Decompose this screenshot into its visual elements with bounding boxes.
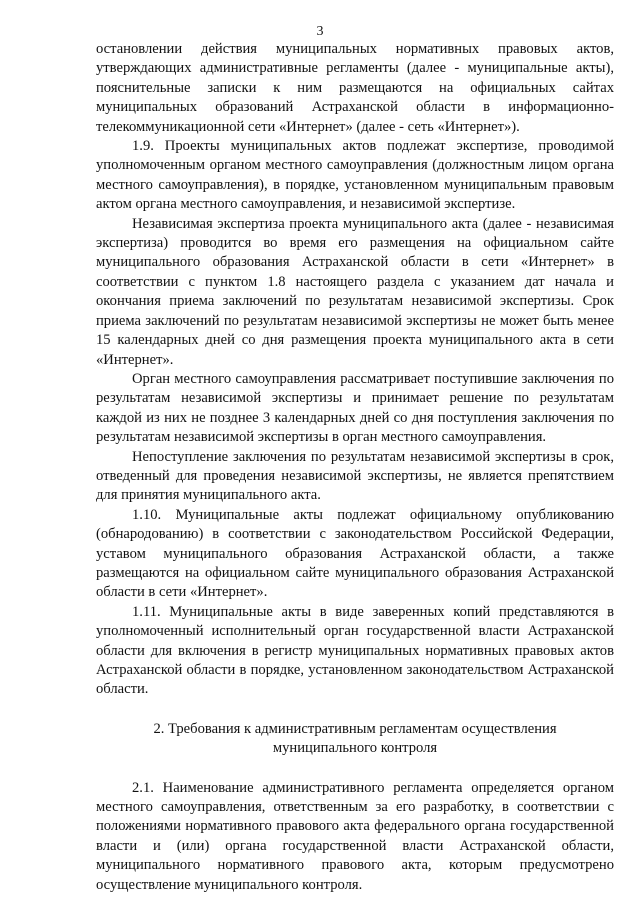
section-heading-line-2: муниципального контроля — [272, 740, 438, 757]
paragraph-no-conclusion: Непоступление заключения по результатам независимой экспертизы в срок, отведенный для проведения независимой экспертизы, не является препятствием для принятия муниципального акта. — [96, 448, 614, 504]
paragraph-review-conclusions: Орган местного самоуправления рассматривает поступившие заключения по результатам независимой экспертизы и принимает решение по результатам каждой из них не позднее 3 календарных дней со дня поступления заключения по результатам независимой экспертизы в орган местного самоуправления. — [96, 370, 614, 446]
paragraph-continuation: остановлении действия муниципальных нормативных правовых актов, утверждающих административные регламенты (далее - муниципальные акты), пояснительные записки к ним размещаются на официальных сайтах муниципальных образований Астраханской области в информационно-телекоммуникационной сети «Интернет» (далее - сеть «Интернет»). — [96, 41, 614, 135]
page-number: 3 — [316, 24, 324, 39]
paragraph-1-9: 1.9. Проекты муниципальных актов подлежат экспертизе, проводимой уполномоченным органом местного самоуправления (должностным лицом органа местного самоуправления), в порядке, установленном муниципальным правовым актом органа местного самоуправления, и независимой экспертизе. — [96, 138, 614, 213]
paragraph-independent-expertise: Независимая экспертиза проекта муниципального акта (далее - независимая экспертиза) проводится во время его размещения на официальном сайте муниципального образования Астраханской области в сети «Интернет» в соответствии с пунктом 1.8 настоящего раздела с указанием дат начала и окончания приема заключений по результатам независимой экспертизы. Срок приема заключений по результатам независимой экспертизы не может быть менее 15 календарных дней со дня размещения проекта муниципального акта в сети «Интернет». — [96, 215, 614, 368]
paragraph-1-10: 1.10. Муниципальные акты подлежат официальному опубликованию (обнародованию) в соответствии с законодательством Российской Федерации, уставом муниципального образования Астраханской области, а также размещаются на официальном сайте муниципального образования Астраханской области в сети «Интернет». — [96, 506, 614, 601]
paragraph-1-11: 1.11. Муниципальные акты в виде заверенных копий представляются в уполномоченный исполнительный орган государственной власти Астраханской области для включения в регистр муниципальных нормативных правовых актов Астраханской области в порядке, установленном законодательством Астраханской области. — [96, 603, 614, 698]
section-heading — [96, 720, 614, 759]
document-body — [96, 40, 614, 895]
paragraph-2-1: 2.1. Наименование административного регламента определяется органом местного самоуправления, ответственным за его разработку, в соответствии с положениями нормативного правового акта федерального органа государственной власти и (или) органа государственной власти Астраханской области, муниципального нормативного правового акта, которым предусмотрено осуществление муниципального контроля. — [96, 779, 614, 893]
section-heading-line-1: 2. Требования к административным регламентам осуществления — [153, 720, 557, 737]
